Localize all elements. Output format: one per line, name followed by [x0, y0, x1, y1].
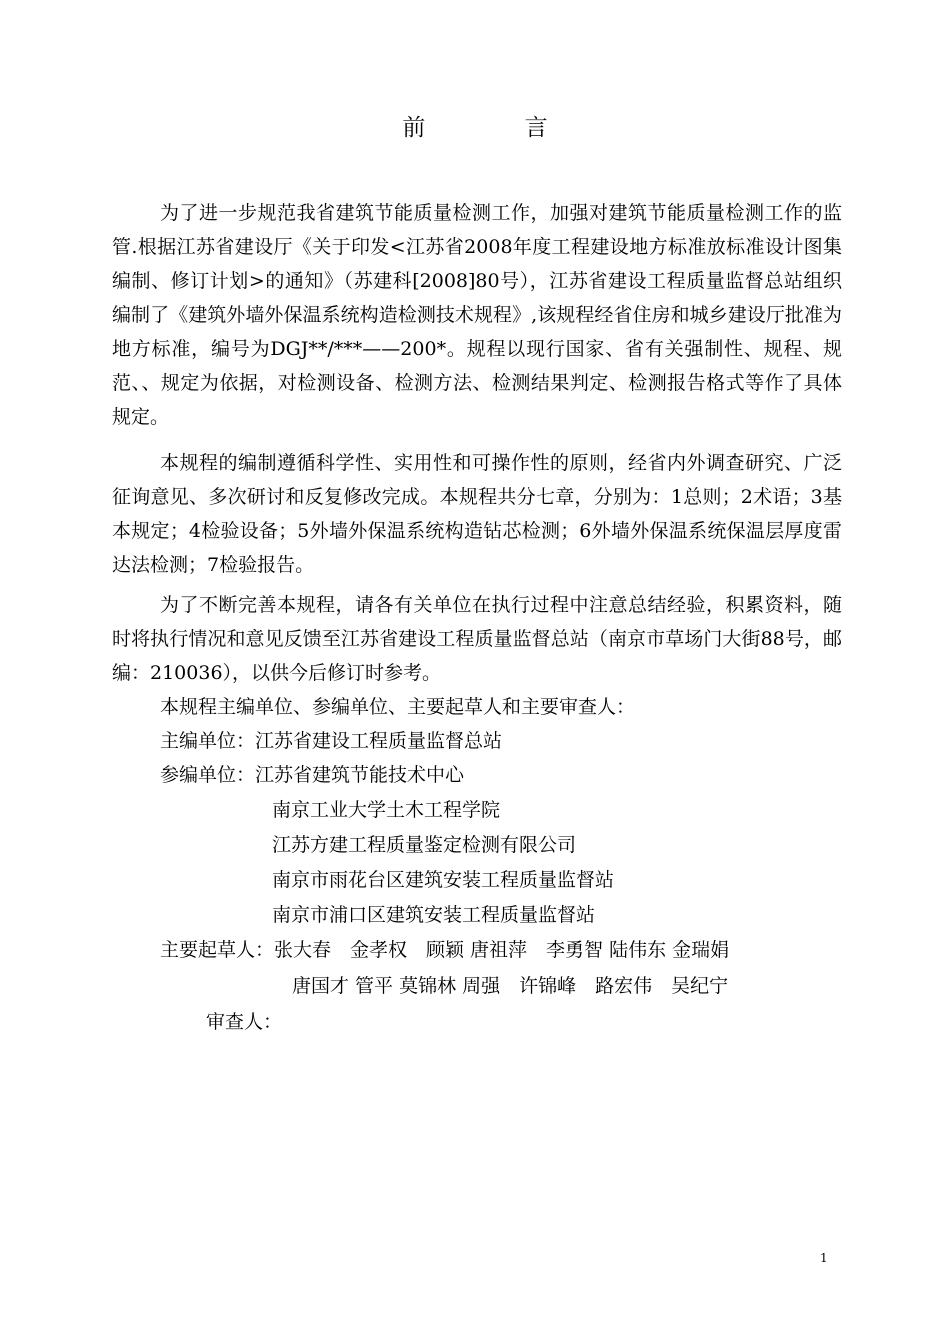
- paragraph-1: 为了进一步规范我省建筑节能质量检测工作，加强对建筑节能质量检测工作的监管.根据江苏省建设厅《关于印发<江苏省2008年度工程建设地方标准放标准设计图集编制、修订计划>的通知》（苏建科[2008]80号），江苏省建设工程质量监督总站组织编制了《建筑外墙外保温系统构造检测技术规程》,该规程经省住房和城乡建设厅批准为地方标准，编号为DGJ**/***——200*。规程以现行国家、省有关强制性、规程、规范、、规定为依据，对检测设备、检测方法、检测结果判定、检测报告格式等作了具体规定。: [112, 202, 842, 428]
- chief-unit-line: 主编单位：江苏省建设工程质量监督总站: [160, 730, 503, 752]
- paragraph-3: 为了不断完善本规程，请各有关单位在执行过程中注意总结经验，积累资料，随时将执行情况和意见反馈至江苏省建设工程质量监督总站（南京市草场门大街88号，邮编：210036），以供今后修订时参考。: [112, 594, 842, 684]
- document-title: 前 言: [402, 115, 594, 141]
- reviewers-label: 审查人：: [206, 1011, 283, 1033]
- drafters-line-2: 唐国才 管平 莫锦林 周强 许锦峰 路宏伟 吴纪宁: [292, 975, 729, 997]
- participating-unit: 南京工业大学土木工程学院: [272, 799, 501, 821]
- drafters-line-1: 主要起草人：张大春 金孝权 顾颖 唐祖萍 李勇智 陆伟东 金瑞娟: [160, 939, 730, 961]
- units-intro: 本规程主编单位、参编单位、主要起草人和主要审查人：: [160, 696, 636, 718]
- participating-units-line: 参编单位：江苏省建筑节能技术中心: [160, 764, 465, 786]
- participating-unit: 江苏方建工程质量鉴定检测有限公司: [272, 834, 577, 856]
- page-number: 1: [820, 1251, 828, 1265]
- paragraph-2: 本规程的编制遵循科学性、实用性和可操作性的原则，经省内外调查研究、广泛征询意见、多次研讨和反复修改完成。本规程共分七章，分别为：1总则；2术语；3基本规定；4检验设备；5外墙外保温系统构造钻芯检测；6外墙外保温系统保温层厚度雷达法检测；7检验报告。: [112, 452, 842, 576]
- participating-unit: 南京市雨花台区建筑安装工程质量监督站: [272, 869, 615, 891]
- participating-unit: 南京市浦口区建筑安装工程质量监督站: [272, 904, 596, 926]
